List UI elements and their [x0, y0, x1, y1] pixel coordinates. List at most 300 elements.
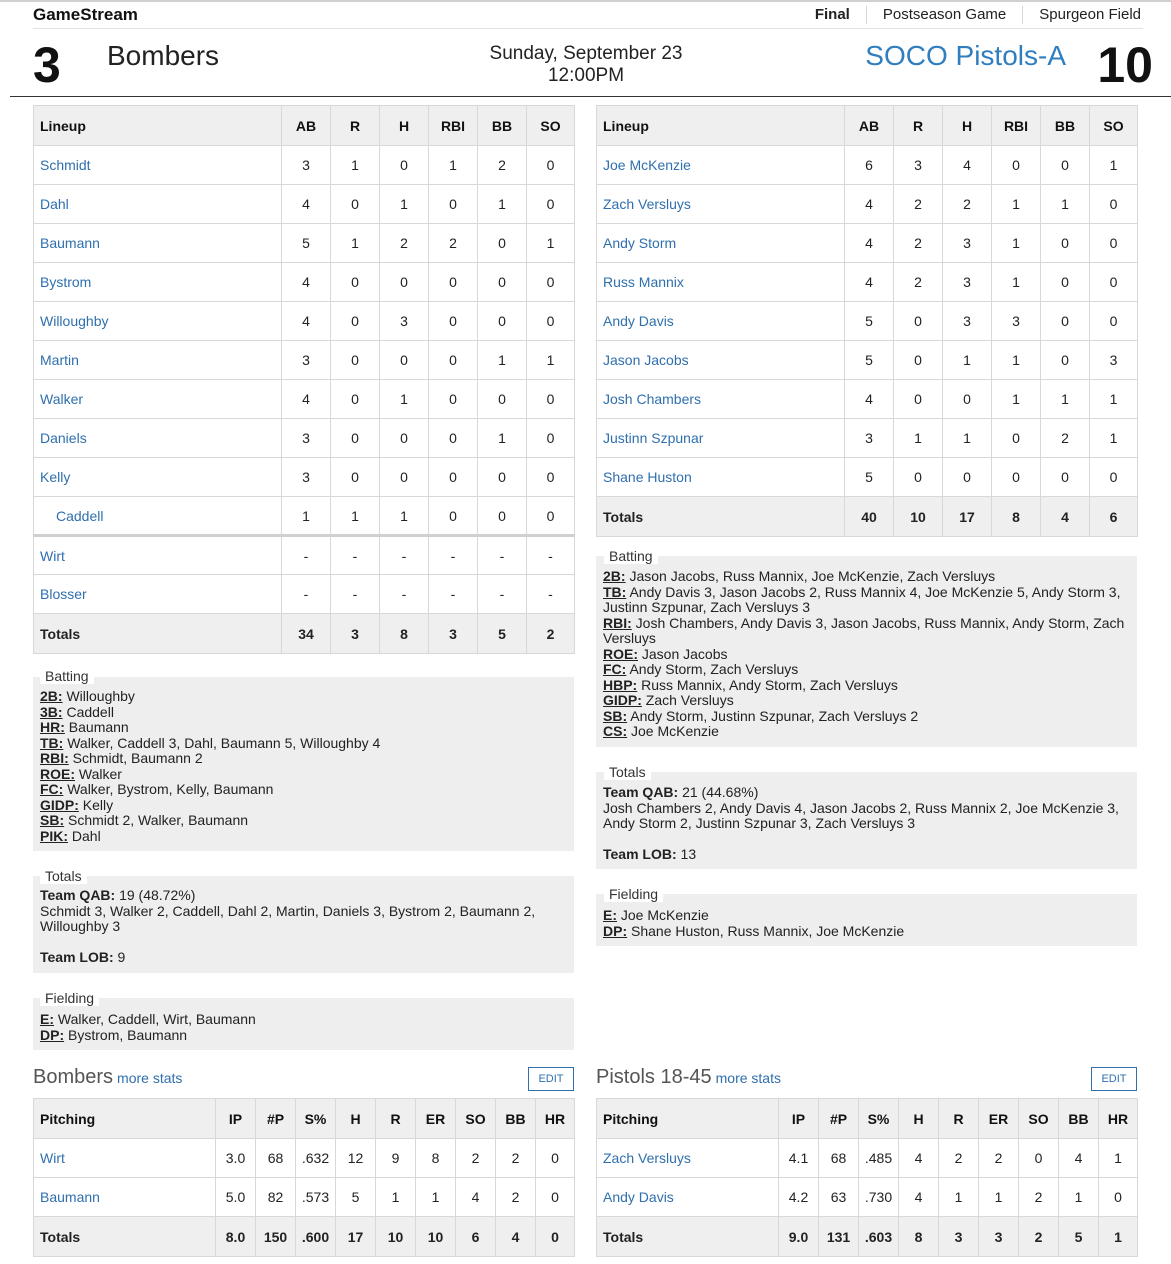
table-row — [597, 302, 1138, 341]
stat-cell: 0 — [894, 380, 943, 419]
stat-cell: 5.0 — [216, 1178, 256, 1217]
table-row — [34, 497, 575, 536]
stat-cell: 0 — [331, 458, 380, 497]
totals-row — [34, 1217, 575, 1257]
stat-key: E: — [603, 907, 617, 923]
total-cell: 40 — [845, 497, 894, 537]
total-cell: 10 — [416, 1217, 456, 1257]
away-batting-summary — [33, 677, 574, 851]
player-link[interactable]: Josh Chambers — [603, 391, 702, 407]
stat-line — [40, 736, 567, 752]
stat-cell: 4 — [845, 185, 894, 224]
stat-cell: 5 — [336, 1178, 376, 1217]
stat-cell: 0 — [429, 302, 478, 341]
player-name-cell — [34, 575, 282, 614]
stat-cell: 0 — [478, 497, 527, 536]
stat-cell: 1 — [992, 185, 1041, 224]
home-totals-summary: Team QAB: 21 (44.68%) Josh Chambers 2, Andy Davis 4, Jason Jacobs 2, Russ Mannix 2, Joe McKenzie 3, Andy Storm 2, Justinn Szpunar 3, Zach Versluys 3 Team LOB: 13 — [596, 772, 1137, 869]
column-header: Pitching — [597, 1099, 779, 1139]
stat-cell: 5 — [845, 458, 894, 497]
stat-cell: 0 — [536, 1139, 575, 1178]
stat-cell: 4 — [845, 263, 894, 302]
column-header: H — [943, 106, 992, 146]
column-header: S% — [859, 1099, 899, 1139]
stat-key: 2B: — [40, 688, 63, 704]
stat-cell: 0 — [478, 458, 527, 497]
stat-cell: 0 — [527, 380, 575, 419]
stat-cell: 0 — [478, 263, 527, 302]
stat-cell: 3 — [845, 419, 894, 458]
stat-value: Walker, Caddell 3, Dahl, Baumann 5, Willoughby 4 — [67, 734, 381, 751]
player-name-cell — [597, 1178, 779, 1217]
total-cell: 4 — [1041, 497, 1090, 537]
stat-line — [603, 569, 1130, 585]
stat-line — [603, 647, 1130, 663]
player-name-cell — [34, 497, 282, 536]
column-header: RBI — [992, 106, 1041, 146]
total-cell: 9.0 — [779, 1217, 819, 1257]
player-link[interactable]: Justinn Szpunar — [603, 430, 704, 446]
stat-cell: 0 — [894, 302, 943, 341]
home-batting-title: Batting — [604, 548, 658, 564]
stat-key: TB: — [40, 734, 64, 751]
column-header: R — [939, 1099, 979, 1139]
stat-cell: 0 — [992, 146, 1041, 185]
stat-cell: - — [429, 536, 478, 575]
stat-cell: 3 — [894, 146, 943, 185]
column-header: S% — [296, 1099, 336, 1139]
player-name-cell — [34, 224, 282, 263]
stat-line — [603, 924, 1130, 940]
table-row — [597, 146, 1138, 185]
stat-cell: 1 — [894, 419, 943, 458]
totals-row — [597, 497, 1138, 537]
stat-cell: 0 — [1090, 185, 1138, 224]
stat-cell: 0 — [1041, 146, 1090, 185]
game-type: Postseason Game — [866, 6, 1022, 24]
stat-key: GIDP: — [603, 692, 642, 708]
stat-cell: 0 — [429, 419, 478, 458]
total-cell: 8 — [992, 497, 1041, 537]
column-header: IP — [216, 1099, 256, 1139]
stat-cell: 4 — [899, 1139, 939, 1178]
stat-cell: 4 — [282, 263, 331, 302]
total-cell: 0 — [536, 1217, 575, 1257]
player-link[interactable]: Daniels — [40, 430, 87, 446]
stat-cell: 1 — [331, 224, 380, 263]
stat-cell: 0 — [943, 380, 992, 419]
stat-key: RBI: — [603, 614, 632, 631]
column-header: SO — [527, 106, 575, 146]
stat-cell: 2 — [380, 224, 429, 263]
player-link[interactable]: Schmidt — [40, 157, 91, 173]
stat-cell: - — [331, 575, 380, 614]
stat-cell: 3 — [380, 302, 429, 341]
stat-key: DP: — [603, 922, 628, 939]
column-header: H — [336, 1099, 376, 1139]
stat-cell: - — [282, 575, 331, 614]
column-header: BB — [1059, 1099, 1099, 1139]
stat-cell: 1 — [992, 224, 1041, 263]
total-cell: 8.0 — [216, 1217, 256, 1257]
away-fielding-title: Fielding — [40, 990, 99, 1006]
stat-line — [603, 908, 1130, 924]
stat-cell: 3 — [992, 302, 1041, 341]
player-link[interactable]: Zach Versluys — [603, 196, 691, 212]
total-cell: 34 — [282, 614, 331, 654]
stat-value: Jason Jacobs — [641, 645, 728, 662]
totals-row — [34, 614, 575, 654]
total-cell: 5 — [1059, 1217, 1099, 1257]
total-cell: 150 — [256, 1217, 296, 1257]
stat-value: Walker — [78, 765, 122, 782]
stat-cell: 82 — [256, 1178, 296, 1217]
player-link[interactable]: Dahl — [40, 196, 69, 212]
table-row — [34, 1178, 575, 1217]
player-link[interactable]: Baumann — [40, 1189, 100, 1205]
stat-cell: 1 — [1099, 1139, 1138, 1178]
stat-value: Joe McKenzie — [620, 907, 709, 923]
stat-cell: - — [478, 536, 527, 575]
player-link[interactable]: Shane Huston — [603, 469, 692, 485]
stat-cell: 2 — [456, 1139, 496, 1178]
stat-cell: - — [380, 536, 429, 575]
stat-cell: 0 — [1090, 224, 1138, 263]
player-name-cell — [597, 458, 845, 497]
stat-cell: 2 — [894, 263, 943, 302]
stat-cell: .573 — [296, 1178, 336, 1217]
table-row — [34, 146, 575, 185]
stat-cell: 1 — [282, 497, 331, 536]
stat-line — [603, 709, 1130, 725]
stat-cell: 0 — [380, 458, 429, 497]
stat-cell: 0 — [331, 380, 380, 419]
player-link[interactable]: Joe McKenzie — [603, 157, 691, 173]
stat-value: Caddell — [66, 703, 114, 720]
stat-cell: 0 — [1019, 1139, 1059, 1178]
home-fielding-summary — [596, 894, 1137, 946]
stat-cell: 0 — [894, 341, 943, 380]
total-cell: .600 — [296, 1217, 336, 1257]
stat-value: Andy Storm, Zach Versluys — [629, 661, 799, 677]
stat-value: Walker, Bystrom, Kelly, Baumann — [67, 781, 274, 797]
table-row — [597, 1178, 1138, 1217]
stat-cell: 2 — [496, 1178, 536, 1217]
stat-cell: 1 — [1059, 1178, 1099, 1217]
stat-cell: 0 — [429, 263, 478, 302]
stat-cell: 63 — [819, 1178, 859, 1217]
stat-cell: 2 — [1041, 419, 1090, 458]
stat-line — [603, 693, 1130, 709]
away-edit-button[interactable]: EDIT — [528, 1067, 574, 1091]
totals-label: Totals — [597, 497, 845, 537]
stat-cell: 1 — [380, 185, 429, 224]
stat-cell: 1 — [992, 263, 1041, 302]
column-header: BB — [1041, 106, 1090, 146]
stat-cell: 1 — [478, 341, 527, 380]
stat-cell: 4 — [282, 380, 331, 419]
column-header: AB — [282, 106, 331, 146]
stat-value: Josh Chambers, Andy Davis 3, Jason Jacobs, Russ Mannix, Andy Storm, Zach — [635, 614, 1125, 631]
stat-cell: 0 — [1041, 302, 1090, 341]
stat-key: HR: — [40, 719, 65, 735]
stat-cell: 68 — [256, 1139, 296, 1178]
stat-cell: 0 — [331, 263, 380, 302]
stat-value: Baumann — [68, 719, 129, 735]
stat-cell: 3 — [943, 224, 992, 263]
player-name-cell — [34, 458, 282, 497]
player-name-cell — [597, 380, 845, 419]
player-link[interactable]: Wirt — [40, 1150, 65, 1166]
stat-cell: 1 — [943, 341, 992, 380]
stat-cell: 0 — [429, 458, 478, 497]
stat-value: Willoughby — [66, 688, 135, 704]
stat-key: SB: — [603, 707, 628, 724]
table-row — [34, 536, 575, 575]
stat-cell: 4 — [282, 302, 331, 341]
stat-cell: 3 — [943, 263, 992, 302]
stat-cell: 1 — [1090, 419, 1138, 458]
stat-cell: 0 — [992, 419, 1041, 458]
total-cell: 3 — [331, 614, 380, 654]
stat-value: Dahl — [71, 827, 101, 844]
stat-cell: 2 — [1019, 1178, 1059, 1217]
stat-value: Versluys — [603, 630, 656, 646]
total-cell: 17 — [943, 497, 992, 537]
player-name-cell — [597, 302, 845, 341]
player-name-cell — [597, 1139, 779, 1178]
player-link[interactable]: Bystrom — [40, 274, 92, 290]
stat-value: Andy Storm, Justinn Szpunar, Zach Versluys 2 — [630, 707, 919, 724]
stat-key: ROE: — [40, 765, 75, 782]
away-more-stats-link[interactable]: more stats — [117, 1070, 183, 1086]
player-link[interactable]: Andy Davis — [603, 1189, 674, 1205]
stat-value: Schmidt, Baumann 2 — [72, 750, 203, 766]
stat-key: E: — [40, 1011, 54, 1027]
stat-cell: 5 — [845, 341, 894, 380]
player-name-cell — [34, 536, 282, 575]
table-row — [597, 458, 1138, 497]
table-row — [34, 263, 575, 302]
stat-cell: 1 — [992, 380, 1041, 419]
stat-key: GIDP: — [40, 796, 79, 813]
stat-cell: 2 — [943, 185, 992, 224]
stat-cell: 1 — [1090, 380, 1138, 419]
stat-cell: 8 — [416, 1139, 456, 1178]
stat-cell: 1 — [429, 146, 478, 185]
column-header: SO — [1019, 1099, 1059, 1139]
player-name-cell — [34, 419, 282, 458]
stat-line — [40, 813, 567, 829]
stat-line — [40, 720, 567, 736]
stat-key: PIK: — [40, 827, 68, 844]
stat-cell: 1 — [1090, 146, 1138, 185]
column-header: HR — [536, 1099, 575, 1139]
player-link[interactable]: Andy Davis — [603, 313, 674, 329]
stat-cell: 2 — [894, 224, 943, 263]
table-row — [34, 419, 575, 458]
player-link[interactable]: Walker — [40, 391, 84, 407]
total-cell: 2 — [1019, 1217, 1059, 1257]
player-link[interactable]: Jason Jacobs — [603, 352, 689, 368]
stat-cell: 2 — [894, 185, 943, 224]
stat-cell: .730 — [859, 1178, 899, 1217]
stat-value: Andy Davis 3, Jason Jacobs 2, Russ Mannix 4, Joe McKenzie 5, Andy Storm 3, — [629, 583, 1121, 600]
game-meta — [799, 6, 1141, 24]
stat-cell: 12 — [336, 1139, 376, 1178]
stat-cell: 4 — [456, 1178, 496, 1217]
stat-cell: 0 — [1090, 458, 1138, 497]
stat-line — [603, 724, 1130, 740]
stat-line — [603, 585, 1130, 601]
stat-cell: 1 — [992, 341, 1041, 380]
stat-line — [40, 782, 567, 798]
player-name-cell — [34, 263, 282, 302]
stat-key: RBI: — [40, 750, 69, 766]
player-link[interactable]: Zach Versluys — [603, 1150, 691, 1166]
player-link[interactable]: Russ Mannix — [603, 274, 684, 290]
stat-cell: 2 — [939, 1139, 979, 1178]
home-totals-title: Totals — [604, 764, 651, 780]
table-row — [597, 341, 1138, 380]
player-name-cell — [597, 185, 845, 224]
column-header: IP — [779, 1099, 819, 1139]
stat-cell: 0 — [527, 458, 575, 497]
stat-cell: 0 — [527, 263, 575, 302]
table-row — [34, 458, 575, 497]
header-row — [597, 1099, 1138, 1139]
home-batting-summary — [596, 556, 1137, 747]
stat-cell: 0 — [331, 302, 380, 341]
stat-line — [40, 689, 567, 705]
stat-cell: 0 — [478, 380, 527, 419]
player-name-cell — [34, 185, 282, 224]
stat-cell: 1 — [380, 380, 429, 419]
stat-cell: 1 — [939, 1178, 979, 1217]
home-edit-button[interactable]: EDIT — [1091, 1067, 1137, 1091]
stat-cell: 68 — [819, 1139, 859, 1178]
column-header: Pitching — [34, 1099, 216, 1139]
home-team-link[interactable]: SOCO Pistols-A — [865, 40, 1066, 71]
player-link[interactable]: Willoughby — [40, 313, 109, 329]
home-batting-table — [596, 105, 1138, 537]
totals-label: Totals — [34, 1217, 216, 1257]
stat-key: ROE: — [603, 645, 638, 662]
stat-cell: 4 — [943, 146, 992, 185]
stat-cell: 1 — [1041, 185, 1090, 224]
table-row — [34, 302, 575, 341]
stat-cell: 0 — [380, 146, 429, 185]
game-time: 12:00PM — [547, 65, 625, 86]
stat-value: Bystrom, Baumann — [68, 1026, 188, 1043]
stat-cell: 0 — [527, 497, 575, 536]
stat-cell: 3 — [282, 419, 331, 458]
stat-cell: 4 — [845, 380, 894, 419]
stat-cell: 4 — [282, 185, 331, 224]
stat-cell: 3.0 — [216, 1139, 256, 1178]
game-location: Spurgeon Field — [1022, 6, 1141, 24]
player-name-cell — [597, 341, 845, 380]
stat-line — [603, 662, 1130, 678]
player-link[interactable]: Kelly — [40, 469, 71, 485]
stat-cell: 0 — [331, 419, 380, 458]
stat-value: Russ Mannix, Andy Storm, Zach Versluys — [641, 676, 898, 693]
column-header: Lineup — [597, 106, 845, 146]
table-row — [34, 341, 575, 380]
player-name-cell — [34, 1178, 216, 1217]
column-header: ER — [416, 1099, 456, 1139]
stat-cell: 0 — [527, 302, 575, 341]
stat-cell: 0 — [331, 341, 380, 380]
table-row — [34, 575, 575, 614]
stat-cell: - — [380, 575, 429, 614]
column-header: HR — [1099, 1099, 1138, 1139]
total-cell: 17 — [336, 1217, 376, 1257]
stat-cell: 0 — [1090, 263, 1138, 302]
table-row — [597, 263, 1138, 302]
home-more-stats-link[interactable]: more stats — [715, 1070, 781, 1086]
column-header: R — [331, 106, 380, 146]
player-link[interactable]: Martin — [40, 352, 79, 368]
stat-cell: 0 — [1041, 263, 1090, 302]
stat-cell: 0 — [894, 458, 943, 497]
top-bar — [0, 0, 1171, 28]
player-link[interactable]: Baumann — [40, 235, 100, 251]
player-link[interactable]: Blosser — [40, 586, 87, 602]
stat-cell: - — [527, 536, 575, 575]
player-link[interactable]: Andy Storm — [603, 235, 677, 251]
column-header: H — [899, 1099, 939, 1139]
table-row — [597, 419, 1138, 458]
stat-cell: 0 — [992, 458, 1041, 497]
player-name-cell — [34, 1139, 216, 1178]
player-name-cell — [34, 341, 282, 380]
header-row — [34, 106, 575, 146]
stat-cell: 0 — [380, 263, 429, 302]
stat-cell: 4 — [899, 1178, 939, 1217]
total-cell: 8 — [899, 1217, 939, 1257]
stat-key: HBP: — [603, 676, 638, 693]
stat-cell: 1 — [380, 497, 429, 536]
stat-cell: 1 — [527, 341, 575, 380]
stat-cell: 3 — [1090, 341, 1138, 380]
player-link[interactable]: Caddell — [56, 507, 104, 524]
stat-key: SB: — [40, 812, 65, 828]
away-totals-title: Totals — [40, 868, 87, 884]
away-pitching-header — [33, 1066, 182, 1089]
column-header: R — [376, 1099, 416, 1139]
totals-row — [597, 1217, 1138, 1257]
stat-cell: 1 — [478, 185, 527, 224]
table-row — [34, 1139, 575, 1178]
total-cell: 10 — [376, 1217, 416, 1257]
stat-cell: 3 — [282, 341, 331, 380]
stat-value: Kelly — [82, 796, 114, 813]
column-header: #P — [819, 1099, 859, 1139]
column-header: RBI — [429, 106, 478, 146]
stat-cell: 4.1 — [779, 1139, 819, 1178]
column-header: ER — [979, 1099, 1019, 1139]
score-header — [0, 29, 1171, 97]
table-row — [34, 185, 575, 224]
stat-cell: 1 — [376, 1178, 416, 1217]
stat-cell: 5 — [845, 302, 894, 341]
player-link[interactable]: Wirt — [40, 547, 65, 564]
totals-label: Totals — [34, 614, 282, 654]
away-fielding-summary — [33, 998, 574, 1050]
home-pitching-table — [596, 1098, 1138, 1257]
stat-cell: 0 — [943, 458, 992, 497]
